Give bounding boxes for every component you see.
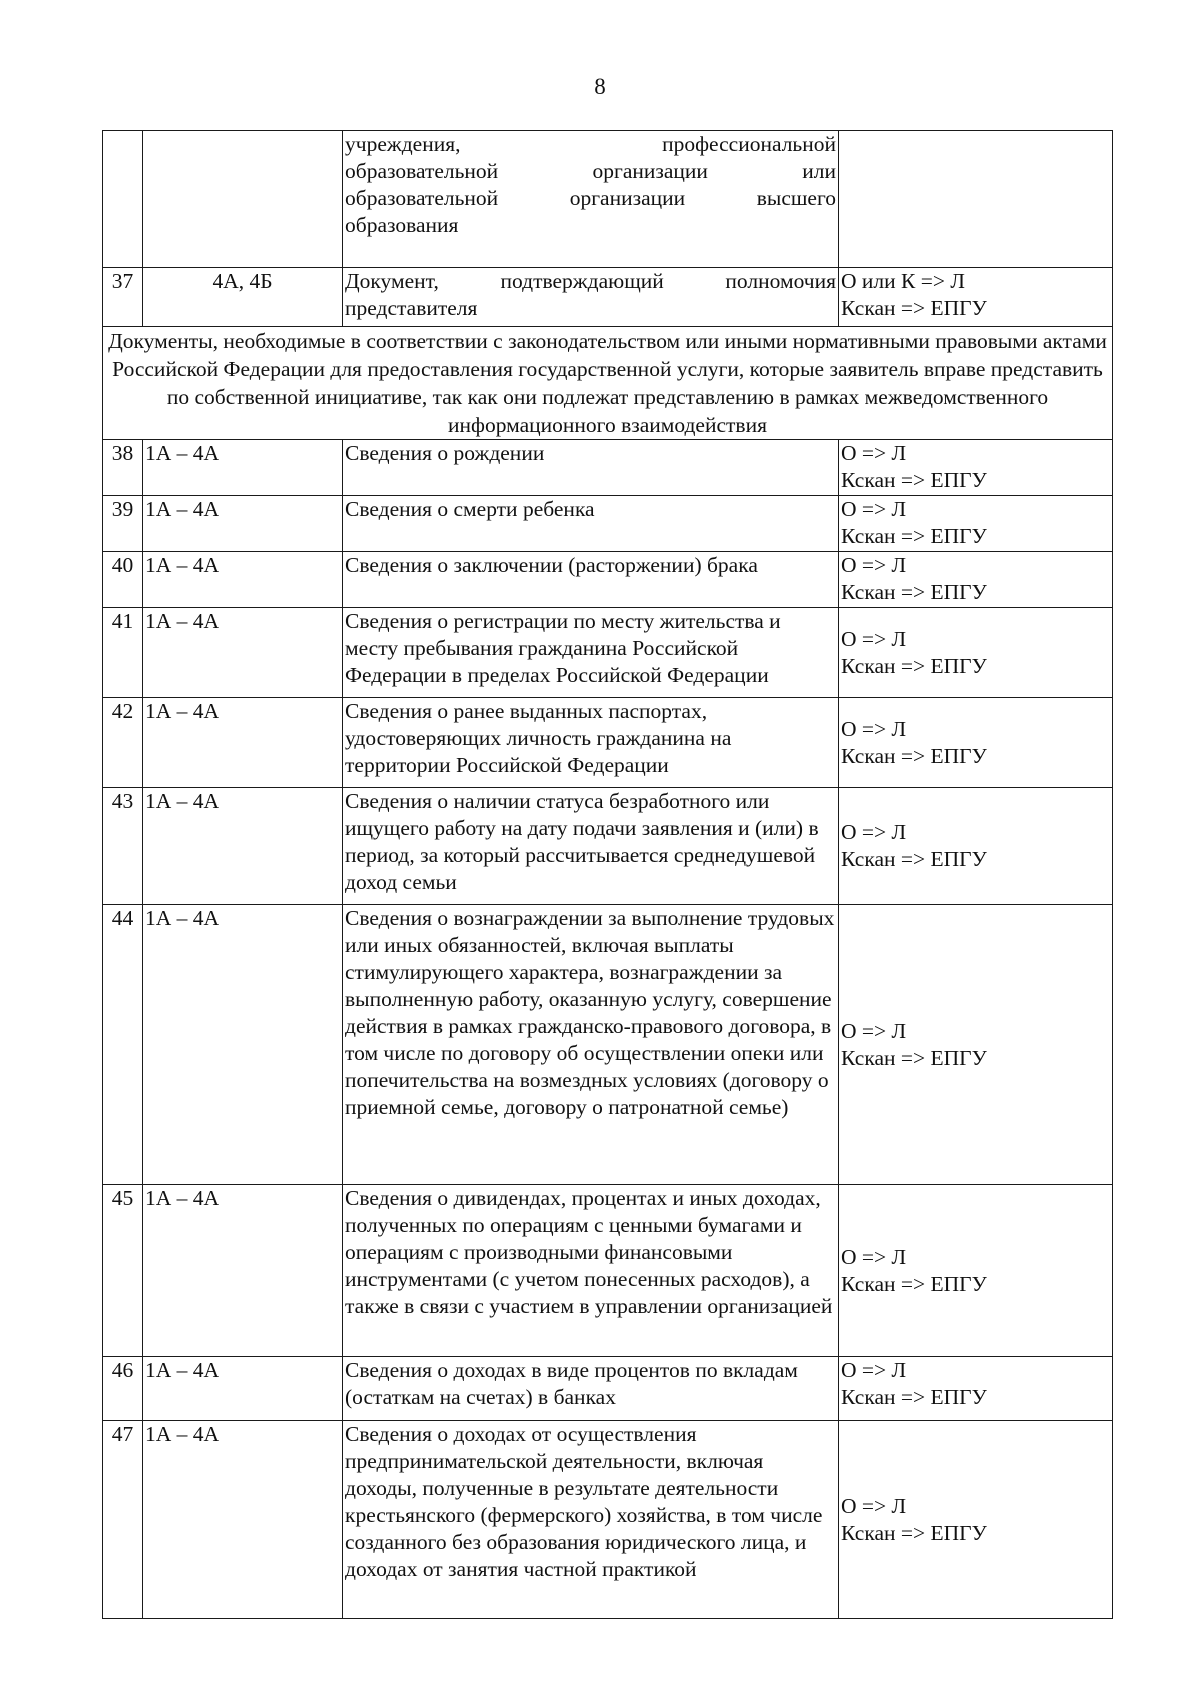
row-number: 38 [103, 440, 143, 496]
cell-flow [839, 131, 1113, 268]
row-category: 1А – 4А [143, 552, 343, 608]
row-document: Сведения о наличии статуса безработного или ищущего работу на дату подачи заявления и (или) в период, за который рассчитывается среднедушевой доход семьи [343, 788, 839, 905]
table-row [103, 608, 1113, 698]
row-category: 1А – 4А [143, 608, 343, 698]
flow-line-1: О => Л [841, 441, 907, 465]
cell-num [103, 131, 143, 268]
row-flow [839, 1185, 1113, 1357]
table-row [103, 698, 1113, 788]
section-header: Документы, необходимые в соответствии с законодательством или иными нормативными правовыми актами Российской Федерации для предоставления государственной услуги, которые заявитель вправе представить по собственной инициативе, так как они подлежат представлению в рамках межведомственного информационного взаимодействия [103, 327, 1113, 440]
row-document: Сведения о заключении (расторжении) брака [343, 552, 839, 608]
row-document: Сведения о регистрации по месту жительства и месту пребывания гражданина Российской Федерации в пределах Российской Федерации [343, 608, 839, 698]
row-document: Документ, подтверждающий полномочия представителя [343, 268, 839, 327]
row-flow [839, 608, 1113, 698]
flow-line-1: О => Л [841, 626, 907, 651]
row-number: 39 [103, 496, 143, 552]
section-header-row [103, 327, 1113, 440]
table-row [103, 552, 1113, 608]
row-category: 1А – 4А [143, 698, 343, 788]
row-number: 45 [103, 1185, 143, 1357]
flow-line-2: Кскан => ЕПГУ [841, 1045, 987, 1070]
cell-document [343, 131, 839, 268]
flow-line-1: О => Л [841, 1493, 907, 1518]
flow-line-2: Кскан => ЕПГУ [841, 743, 987, 768]
table-row [103, 905, 1113, 1185]
flow-line-1: О => Л [841, 820, 907, 844]
row-document: Сведения о доходах от осуществления предпринимательской деятельности, включая доходы, полученные в результате деятельности крестьянского (фермерского) хозяйства, в том числе созданного без образования юридического лица, и доходах от занятия частной практикой [343, 1421, 839, 1619]
flow-line-1: О => Л [841, 1358, 907, 1382]
row-category: 1А – 4А [143, 1357, 343, 1421]
row-flow [839, 496, 1113, 552]
flow-line-1: О или К => Л [841, 269, 965, 293]
row-flow [839, 1421, 1113, 1619]
row-document: Сведения о дивидендах, процентах и иных доходах, полученных по операциям с ценными бумагами и операциям с производными финансовыми инструментами (с учетом понесенных расходов), а также в связи с участием в управлении организацией [343, 1185, 839, 1357]
row-document: Сведения о доходах в виде процентов по вкладам (остаткам на счетах) в банках [343, 1357, 839, 1421]
row-number: 46 [103, 1357, 143, 1421]
flow-line-1: О => Л [841, 716, 907, 741]
flow-line-2: Кскан => ЕПГУ [841, 296, 987, 320]
row-flow [839, 1357, 1113, 1421]
row-number: 43 [103, 788, 143, 905]
row-category: 1А – 4А [143, 496, 343, 552]
row-number: 47 [103, 1421, 143, 1619]
doc-line: учреждения, профессиональной [345, 132, 836, 156]
row-number: 40 [103, 552, 143, 608]
page-number: 8 [594, 74, 606, 99]
row-flow [839, 788, 1113, 905]
row-number: 37 [103, 268, 143, 327]
row-flow [839, 698, 1113, 788]
row-document: Сведения о ранее выданных паспортах, удостоверяющих личность гражданина на территории Российской Федерации [343, 698, 839, 788]
flow-line-2: Кскан => ЕПГУ [841, 468, 987, 492]
documents-table [102, 130, 1113, 1619]
row-category: 1А – 4А [143, 1185, 343, 1357]
table-row [103, 268, 1113, 327]
row-number: 42 [103, 698, 143, 788]
table-row [103, 1421, 1113, 1619]
table-row [103, 1357, 1113, 1421]
row-flow [839, 268, 1113, 327]
row-category: 1А – 4А [143, 788, 343, 905]
table-row [103, 496, 1113, 552]
table-row [103, 1185, 1113, 1357]
row-category: 1А – 4А [143, 905, 343, 1185]
flow-line-1: О => Л [841, 1018, 907, 1043]
flow-line-2: Кскан => ЕПГУ [841, 1385, 987, 1409]
flow-line-2: Кскан => ЕПГУ [841, 580, 987, 604]
row-document: Сведения о рождении [343, 440, 839, 496]
row-category: 1А – 4А [143, 440, 343, 496]
flow-line-2: Кскан => ЕПГУ [841, 847, 987, 871]
row-number: 44 [103, 905, 143, 1185]
flow-line-2: Кскан => ЕПГУ [841, 1520, 987, 1545]
row-document: Сведения о вознаграждении за выполнение трудовых или иных обязанностей, включая выплаты стимулирующего характера, вознаграждении за выполненную работу, оказанную услугу, совершение действия в рамках гражданско-правового договора, в том числе по договору об осуществлении опеки или попечительства на возмездных условиях (договору о приемной семье, договору о патронатной семье) [343, 905, 839, 1185]
table-row [103, 440, 1113, 496]
flow-line-2: Кскан => ЕПГУ [841, 653, 987, 678]
flow-line-1: О => Л [841, 1244, 907, 1269]
row-number: 41 [103, 608, 143, 698]
doc-line: образовательной организации или [345, 159, 836, 183]
flow-line-2: Кскан => ЕПГУ [841, 1271, 987, 1296]
row-flow [839, 905, 1113, 1185]
table-row [103, 788, 1113, 905]
row-document: Сведения о смерти ребенка [343, 496, 839, 552]
flow-line-1: О => Л [841, 553, 907, 577]
doc-line: образовательной организации высшего [345, 186, 836, 210]
row-category: 1А – 4А [143, 1421, 343, 1619]
doc-line: образования [345, 213, 459, 237]
flow-line-2: Кскан => ЕПГУ [841, 524, 987, 548]
row-category: 4А, 4Б [143, 268, 343, 327]
cell-category [143, 131, 343, 268]
row-flow [839, 552, 1113, 608]
table-row-continuation [103, 131, 1113, 268]
row-flow [839, 440, 1113, 496]
flow-line-1: О => Л [841, 497, 907, 521]
